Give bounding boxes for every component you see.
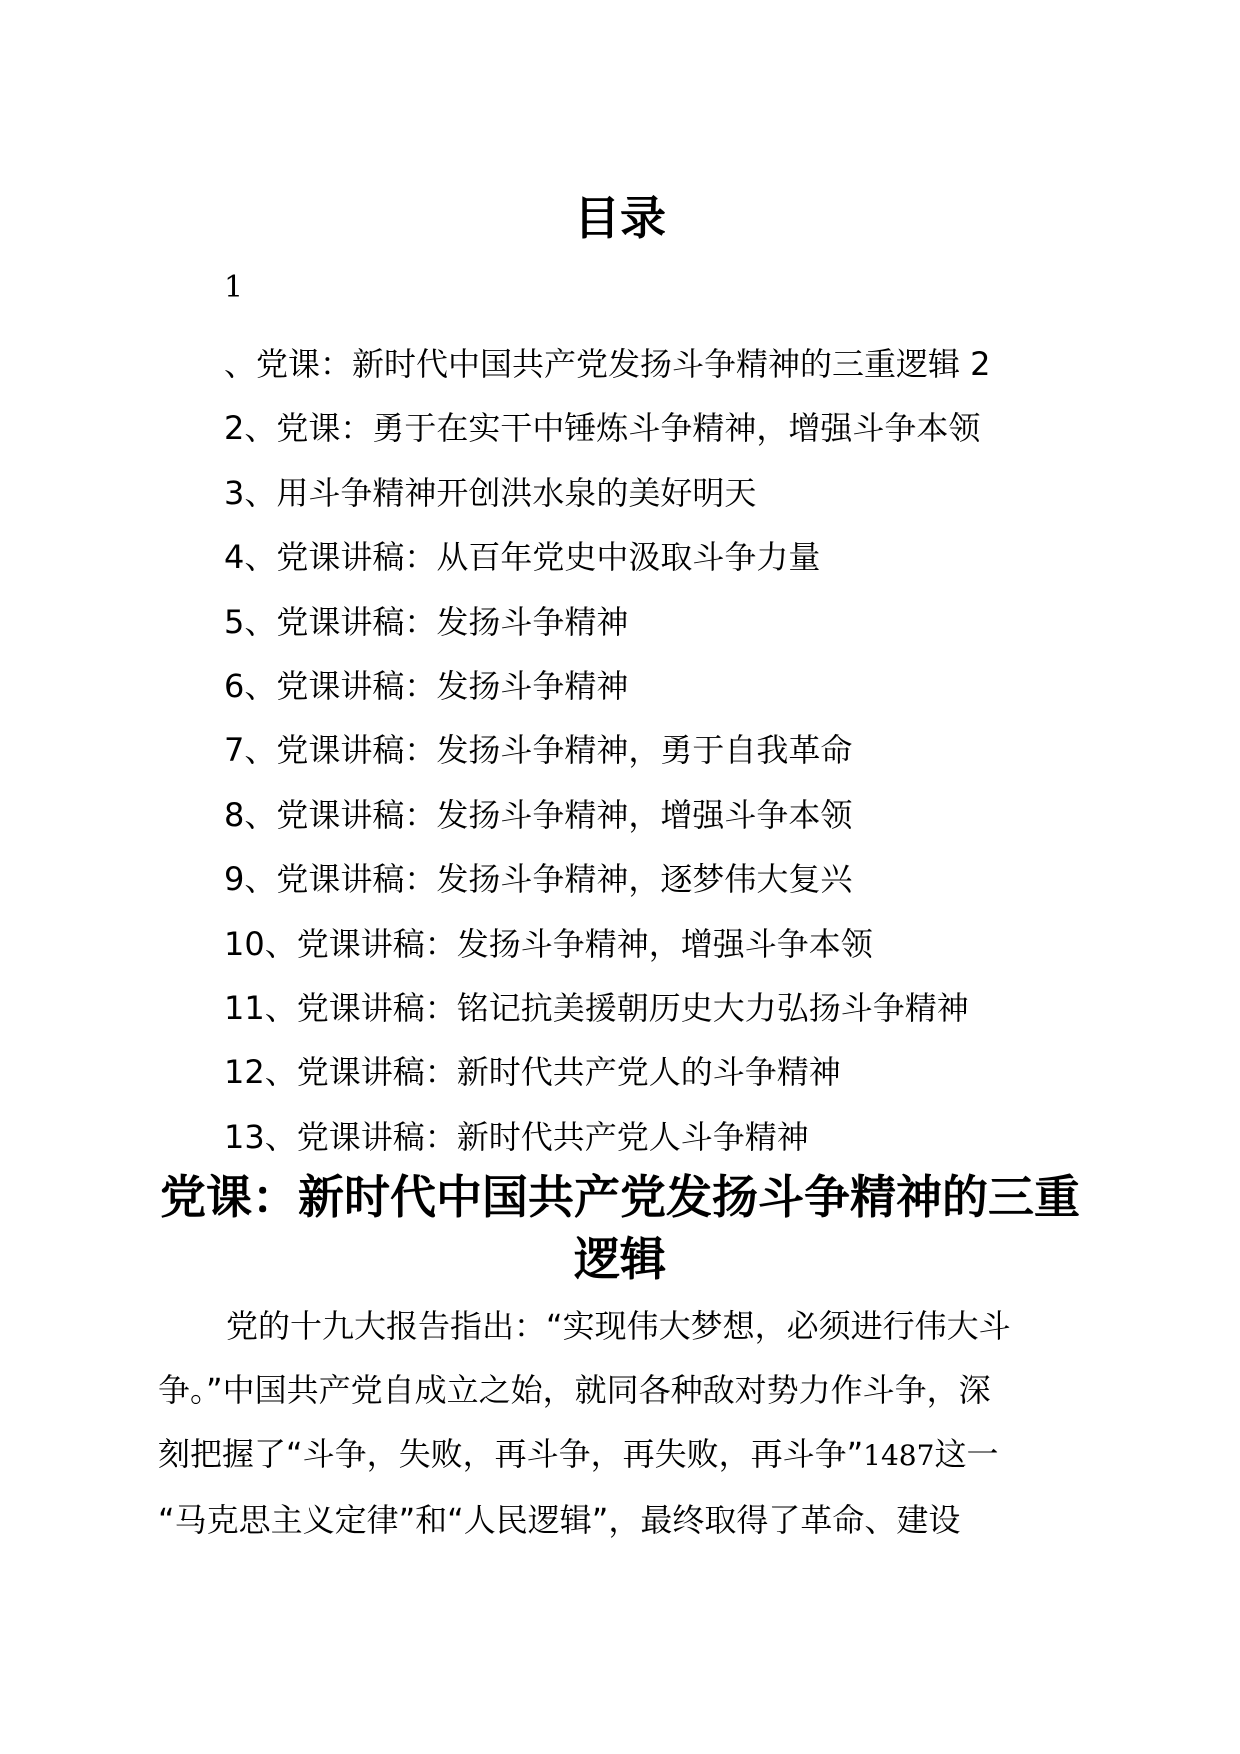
toc-item[interactable]: 4、党课讲稿：从百年党史中汲取斗争力量 <box>224 538 821 577</box>
body-text: 刻把握了“斗争，失败，再斗争，再失败，再斗争” <box>158 1435 864 1473</box>
toc-first-number: 1 <box>224 270 244 305</box>
toc-item[interactable]: 13、党课讲稿：新时代共产党人斗争精神 <box>224 1117 809 1156</box>
toc-item[interactable]: 11、党课讲稿：铭记抗美援朝历史大力弘扬斗争精神 <box>224 988 969 1027</box>
section-title-line: 党课：新时代中国共产党发扬斗争精神的三重 <box>160 1170 1080 1224</box>
toc-item[interactable]: 3、用斗争精神开创洪水泉的美好明天 <box>224 473 757 512</box>
toc-item[interactable]: 7、党课讲稿：发扬斗争精神，勇于自我革命 <box>224 731 853 770</box>
toc-item[interactable]: 12、党课讲稿：新时代共产党人的斗争精神 <box>224 1053 841 1092</box>
toc-item[interactable]: 8、党课讲稿：发扬斗争精神，增强斗争本领 <box>224 795 853 834</box>
toc-item[interactable]: 10、党课讲稿：发扬斗争精神，增强斗争本领 <box>224 924 873 963</box>
toc-item[interactable]: 2、党课：勇于在实干中锤炼斗争精神，增强斗争本领 <box>224 409 981 448</box>
body-text: 这一 <box>934 1435 999 1473</box>
toc-item[interactable]: 6、党课讲稿：发扬斗争精神 <box>224 666 629 705</box>
toc-list <box>224 332 1124 1169</box>
body-line: 争。”中国共产党自成立之始，就同各种敌对势力作斗争，深 <box>158 1371 991 1409</box>
body-line <box>158 1422 1088 1488</box>
toc-item[interactable]: 、党课：新时代中国共产党发扬斗争精神的三重逻辑 2 <box>224 345 991 383</box>
toc-item[interactable]: 9、党课讲稿：发扬斗争精神，逐梦伟大复兴 <box>224 860 853 899</box>
section-title <box>150 1166 1090 1290</box>
toc-title: 目录 <box>574 191 666 245</box>
body-line: “马克思主义定律”和“人民逻辑”，最终取得了革命、建设 <box>158 1501 961 1539</box>
body-paragraph <box>158 1294 1088 1552</box>
toc-item[interactable]: 5、党课讲稿：发扬斗争精神 <box>224 602 629 641</box>
reference-number: 1487 <box>863 1439 935 1472</box>
body-line: 党的十九大报告指出：“实现伟大梦想，必须进行伟大斗 <box>226 1307 1011 1345</box>
section-title-line: 逻辑 <box>574 1232 666 1286</box>
